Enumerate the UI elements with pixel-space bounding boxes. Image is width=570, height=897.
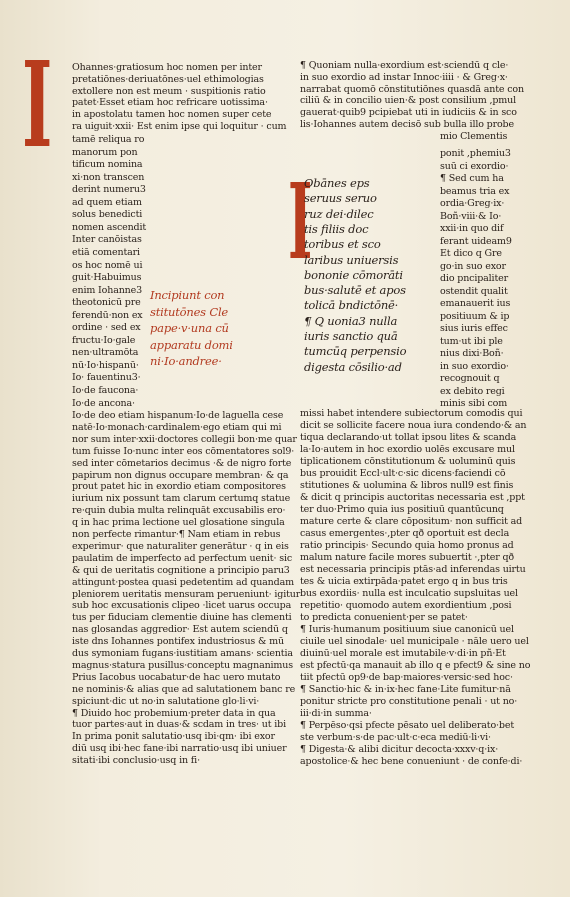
right-bottom-line: stitutiones & uolumina & libros null9 est finis [300,480,514,491]
right-initial-block-line: tis filiis doc [304,221,369,236]
right-narrow-line: Et dico q Gre [440,248,502,259]
left-bottom-line: prout patet hic in exordio etiam compositores [72,481,286,493]
left-narrow-line: xi·non transcen [72,171,145,183]
right-narrow-line: ponit ,phemiu3 [440,148,511,159]
illuminated-initial-right: I [288,160,313,283]
right-bottom-line: ter duo·Primo quia ius positiuū quantūcunq [300,504,504,515]
left-bottom-line: tus per fiduciam clementie diuine has clementi [72,612,292,624]
left-bottom-line: sitati·ibi conclusio·usq in fi· [72,755,200,767]
right-narrow-line: beamus tria ex [440,185,510,197]
right-bottom-line: tiqua declarando·ut tollat ipsou lites & scanda [300,432,517,443]
left-narrow-line: tificum nomina [72,159,143,171]
right-bottom-line: ¶ Sanctio·hic & in·ix·hec fane·Lite fumitur·nā [300,684,511,695]
left-bottom-line: In prima ponit salutatio·usq ibi·qm· ibi exor [72,731,275,743]
right-top-line: ¶ Quoniam nulla·exordium est·sciendū q cle· [300,60,509,71]
right-bottom-line: bus exordiis· nulla est inculcatio supsluitas uel [300,588,518,599]
right-bottom-line: ponitur stricte pro constitutione penali · ut no· [300,696,518,707]
right-bottom-line: iii·di·in summa· [300,708,372,719]
right-top-line: narrabat quomō cōnstitutiōnes quasdā ante con [300,83,524,95]
right-bottom-line: ¶ Perpēso·qsi pfecte pēsato uel deliberato·bet [300,720,514,731]
left-narrow-line: tamē reliqua ro [72,134,145,145]
left-top-line: extollere non est meum · suspitionis ratio [72,85,266,97]
left-bottom-line: sub hoc excusationis clipeo ·licet uarus occupa [72,600,292,612]
left-narrow-line: Inter canōistas [72,234,142,246]
left-bottom-line: non perfecte rimantur·¶ Nam etiam in rebus [72,529,281,540]
right-bottom-line: malum nature facile mores subuertit ·,pter qð [300,552,514,563]
heading-line: pape·v·una cū [150,321,229,335]
left-bottom-line: pleniorem ueritatis mensuram perueniunt· igitur [72,588,301,600]
right-top-line: lis·Iohannes autem decisō sub bulla illo probe [300,119,514,130]
right-bottom-line: bus prouidit Eccl·ult·c·sic dicens·faciendi cō [300,468,506,479]
right-bottom-line: la·Io·autem in hoc exordio uolēs excusare mul [300,444,515,455]
right-narrow-line: ordia·Greg·ix· [440,198,505,209]
left-bottom-line: experimur· que naturaliter generātur · q in eis [72,540,289,552]
right-initial-block-line: bus·salutē et apos [304,283,406,298]
left-bottom-line: natē·Io·monach·cardinalem·ego etiam qui mi [72,421,282,433]
right-bottom-line: ste verbum·s·de pac·ult·c·eca mediū·li·vi· [300,732,491,743]
left-bottom-line: paulatim de imperfecto ad perfectum uenit· sic [72,552,293,564]
right-narrow-line: dio pncipaliter [440,273,508,284]
right-narrow-line: tum·ut ibi ple [440,335,503,347]
left-bottom-line: ne nominis·& alias que ad salutationem banc re [72,683,296,695]
right-top-line: ciliū & in concilio uien·& post consilium ,pmul [300,95,516,107]
right-bottom-line: ¶ Iuris·humanum positiuum siue canonicū uel [300,624,514,635]
left-bottom-line: q in hac prima lectione uel glosatione singula [72,517,285,529]
right-narrow-line: Boñ·viii·& Io· [440,210,502,222]
left-bottom-line: dus symoniam fugans·iustitiam amans· scientia [72,648,293,659]
left-narrow-line: guit·Habuimus [72,272,142,284]
right-bottom-line: tes & uicia extirpāda·patet ergo q in bus tris [300,576,508,587]
left-bottom-line: re·quin dubia multa relinquāt excusabilis ero· [72,505,286,517]
left-top-line: in apostolatu tamen hoc nomen super cete [72,109,272,121]
left-bottom-line: nas glosandas aggredior· Est autem sciendū q [72,624,288,636]
illuminated-initial-left: I [22,35,53,174]
left-narrow-line: manorum pon [72,146,138,158]
left-bottom-line: ¶ Diuido hoc probemium·preter data in qua [72,707,276,719]
heading-line: Incipiunt con [150,288,225,302]
right-narrow-line: ¶ Sed cum ha [440,173,504,184]
heading-line: ni·Io·andree· [150,354,222,368]
right-initial-block-line: tumcūq perpensio [304,344,407,359]
left-narrow-line: fructu·Io·gale [72,334,136,346]
left-narrow-line: solus benedicti [72,209,143,221]
left-bottom-line: Io·de deo etiam hispanum·Io·de laguella cese [72,410,284,421]
right-bottom-line: casus emergentes·,pter qð oportuit est decla [300,528,510,539]
left-bottom-line: spiciunt·dic ut no·in salutatione glo·li·vi· [72,695,260,707]
right-bottom-line: est necessaria principis ptās·ad inferendas uirtu [300,564,526,575]
right-bottom-line: mature certe & clare cōpositum· non sufficit ad [300,516,523,527]
left-top-line: Ohannes·gratiosum hoc nomen per inter [72,62,262,73]
left-bottom-line: iste dns Iohannes pontifex industriosus & mū [72,636,285,648]
right-narrow-line: suū ci exordio· [440,160,509,172]
left-narrow-line: os hoc nomē ui [72,259,143,271]
left-top-line: pretatiōnes·deriuatōnes·uel ethimologias [72,73,264,85]
left-narrow-line: nomen ascendit [72,221,147,233]
heading-line: apparatu domi [150,337,233,352]
left-bottom-line: iurium nix possunt tam clarum certumq statue [72,493,291,505]
left-narrow-line: Io·de faucona· [72,385,139,396]
left-narrow-line: Io·de ancona· [72,397,135,409]
right-initial-block-line: tolicā bndictōnē· [304,298,399,313]
left-narrow-line: ordine · sed ex [72,322,141,334]
right-narrow-line: emanauerit ius [440,298,511,309]
right-top-line: in suo exordio ad instar Innoc·iiii · & Greg·x· [300,71,508,83]
right-narrow-line: in suo exordio· [440,360,509,372]
left-top-line: patet·Esset etiam hoc refricare uotissima· [72,97,268,109]
right-bottom-line: tiit pfectū op9·de bap·maiores·versic·sed hoc· [300,672,513,683]
left-bottom-line: magnus·statura pusillus·conceptu magnanimus [72,659,293,671]
right-narrow-line: recognouit q [440,373,500,384]
left-narrow-line: derint numeru3 [72,184,146,196]
left-bottom-line: tuor partes·aut in duas·& scdam in tres· ut ibi [72,719,286,731]
left-top-line: ra uiguit·xxii· Est enim ipse qui loquitur · cum [72,121,287,132]
left-bottom-line: nor sum inter·xxii·doctores collegii bon·me quar [72,433,297,445]
right-narrow-line: positiuum & ip [440,310,510,322]
left-bottom-line: Prius Iacobus uocabatur·de hac uero mutato [72,671,281,683]
right-initial-block-line: digesta cōsilio·ad [304,359,402,374]
right-bottom-line: ¶ Digesta·& alibi dicitur decocta·xxxv·q·ix· [300,744,499,755]
right-narrow-line: xxii·in quo dif [440,223,504,234]
left-bottom-line: tum fuisse Io·nunc inter eos cōmentatores sol9· [72,445,295,457]
right-narrow-line: go·in suo exor [440,260,506,272]
left-bottom-line: diū usq ibi·hec fane·ibi narratio·usq ibi uniuer [72,743,287,755]
left-narrow-line: theotonicū pre [72,297,141,309]
left-bottom-line: & qui de ueritatis cognitione a principio paru3 [72,564,290,576]
left-bottom-line: attingunt·postea quasi pedetentim ad quandam [72,576,294,588]
right-bottom-line: apostolice·& hec bene conueniunt · de confe·di· [300,756,523,767]
right-narrow-line: minis sibi com [440,398,508,409]
right-initial-block-line: laribus uniuersis [304,252,399,267]
left-narrow-line: ferendū·non ex [72,309,143,321]
left-narrow-line: nen·ultramōta [72,347,139,359]
left-narrow-line: ad quem etiam [72,196,142,208]
right-bottom-line: to predicta conuenient·per se patet· [300,612,468,623]
right-narrow-line: ferant uideam9 [440,235,512,247]
left-narrow-line: etiā comentari [72,246,140,258]
left-bottom-line: papirum non dignus occupare membran· & qa [72,469,289,481]
right-bottom-line: ciuile uel sinodale· uel municipale · nāle uero uel [300,636,529,647]
heading-line: stitutōnes Cle [150,304,229,319]
right-bottom-line: ratio principis· Secundo quia homo pronus ad [300,540,514,551]
right-initial-block-line: ruz dei·dilec [304,206,374,221]
left-bottom-line: sed inter cōmetarios decimus ·& de nigro forte [72,457,292,469]
right-bottom-line: est pfectū·qa manauit ab illo q e pfect9 & sine no [300,660,531,671]
right-initial-block-line: ¶ Q uonia3 nulla [304,313,398,328]
left-narrow-line: enim Iohanne3 [72,284,143,296]
right-initial-block-line: seruus seruo [304,191,377,206]
right-bottom-line: tiplicationem cōnstitutionum & uoluminū quis [300,456,516,467]
right-bottom-line: diuinū·uel morale est imutabile·v·di·in pñ·Et [300,648,506,659]
right-bottom-line: repetitio· quomodo autem exordientium ,posi [300,600,512,611]
right-top-line: mio Clementis [440,130,508,142]
right-narrow-line: nius dixi·Boñ· [440,348,504,359]
left-narrow-line: Io· fauentinu3· [72,372,141,384]
right-narrow-line: ex debito regi [440,385,505,397]
right-bottom-line: & dicit q principis auctoritas necessaria est ,ppt [300,492,525,503]
left-narrow-line: nū·Io·hispanū· [72,359,139,371]
right-initial-block-line: toribus et sco [304,237,381,252]
right-bottom-line: missi habet intendere subiectorum comodis qui [300,408,523,419]
right-initial-block-line: bononie cōmorāti [304,267,403,282]
right-top-line: gauerat·quib9 pcipiebat uti in iudiciis & in sco [300,107,517,119]
right-initial-block-line: Obānes eps [304,176,370,190]
right-bottom-line: dicit se sollicite facere noua iura condendo·& an [300,420,527,431]
right-narrow-line: ostendit qualit [440,285,508,297]
right-initial-block-line: iuris sanctio quā [304,329,398,343]
right-narrow-line: sius iuris effec [440,323,508,334]
